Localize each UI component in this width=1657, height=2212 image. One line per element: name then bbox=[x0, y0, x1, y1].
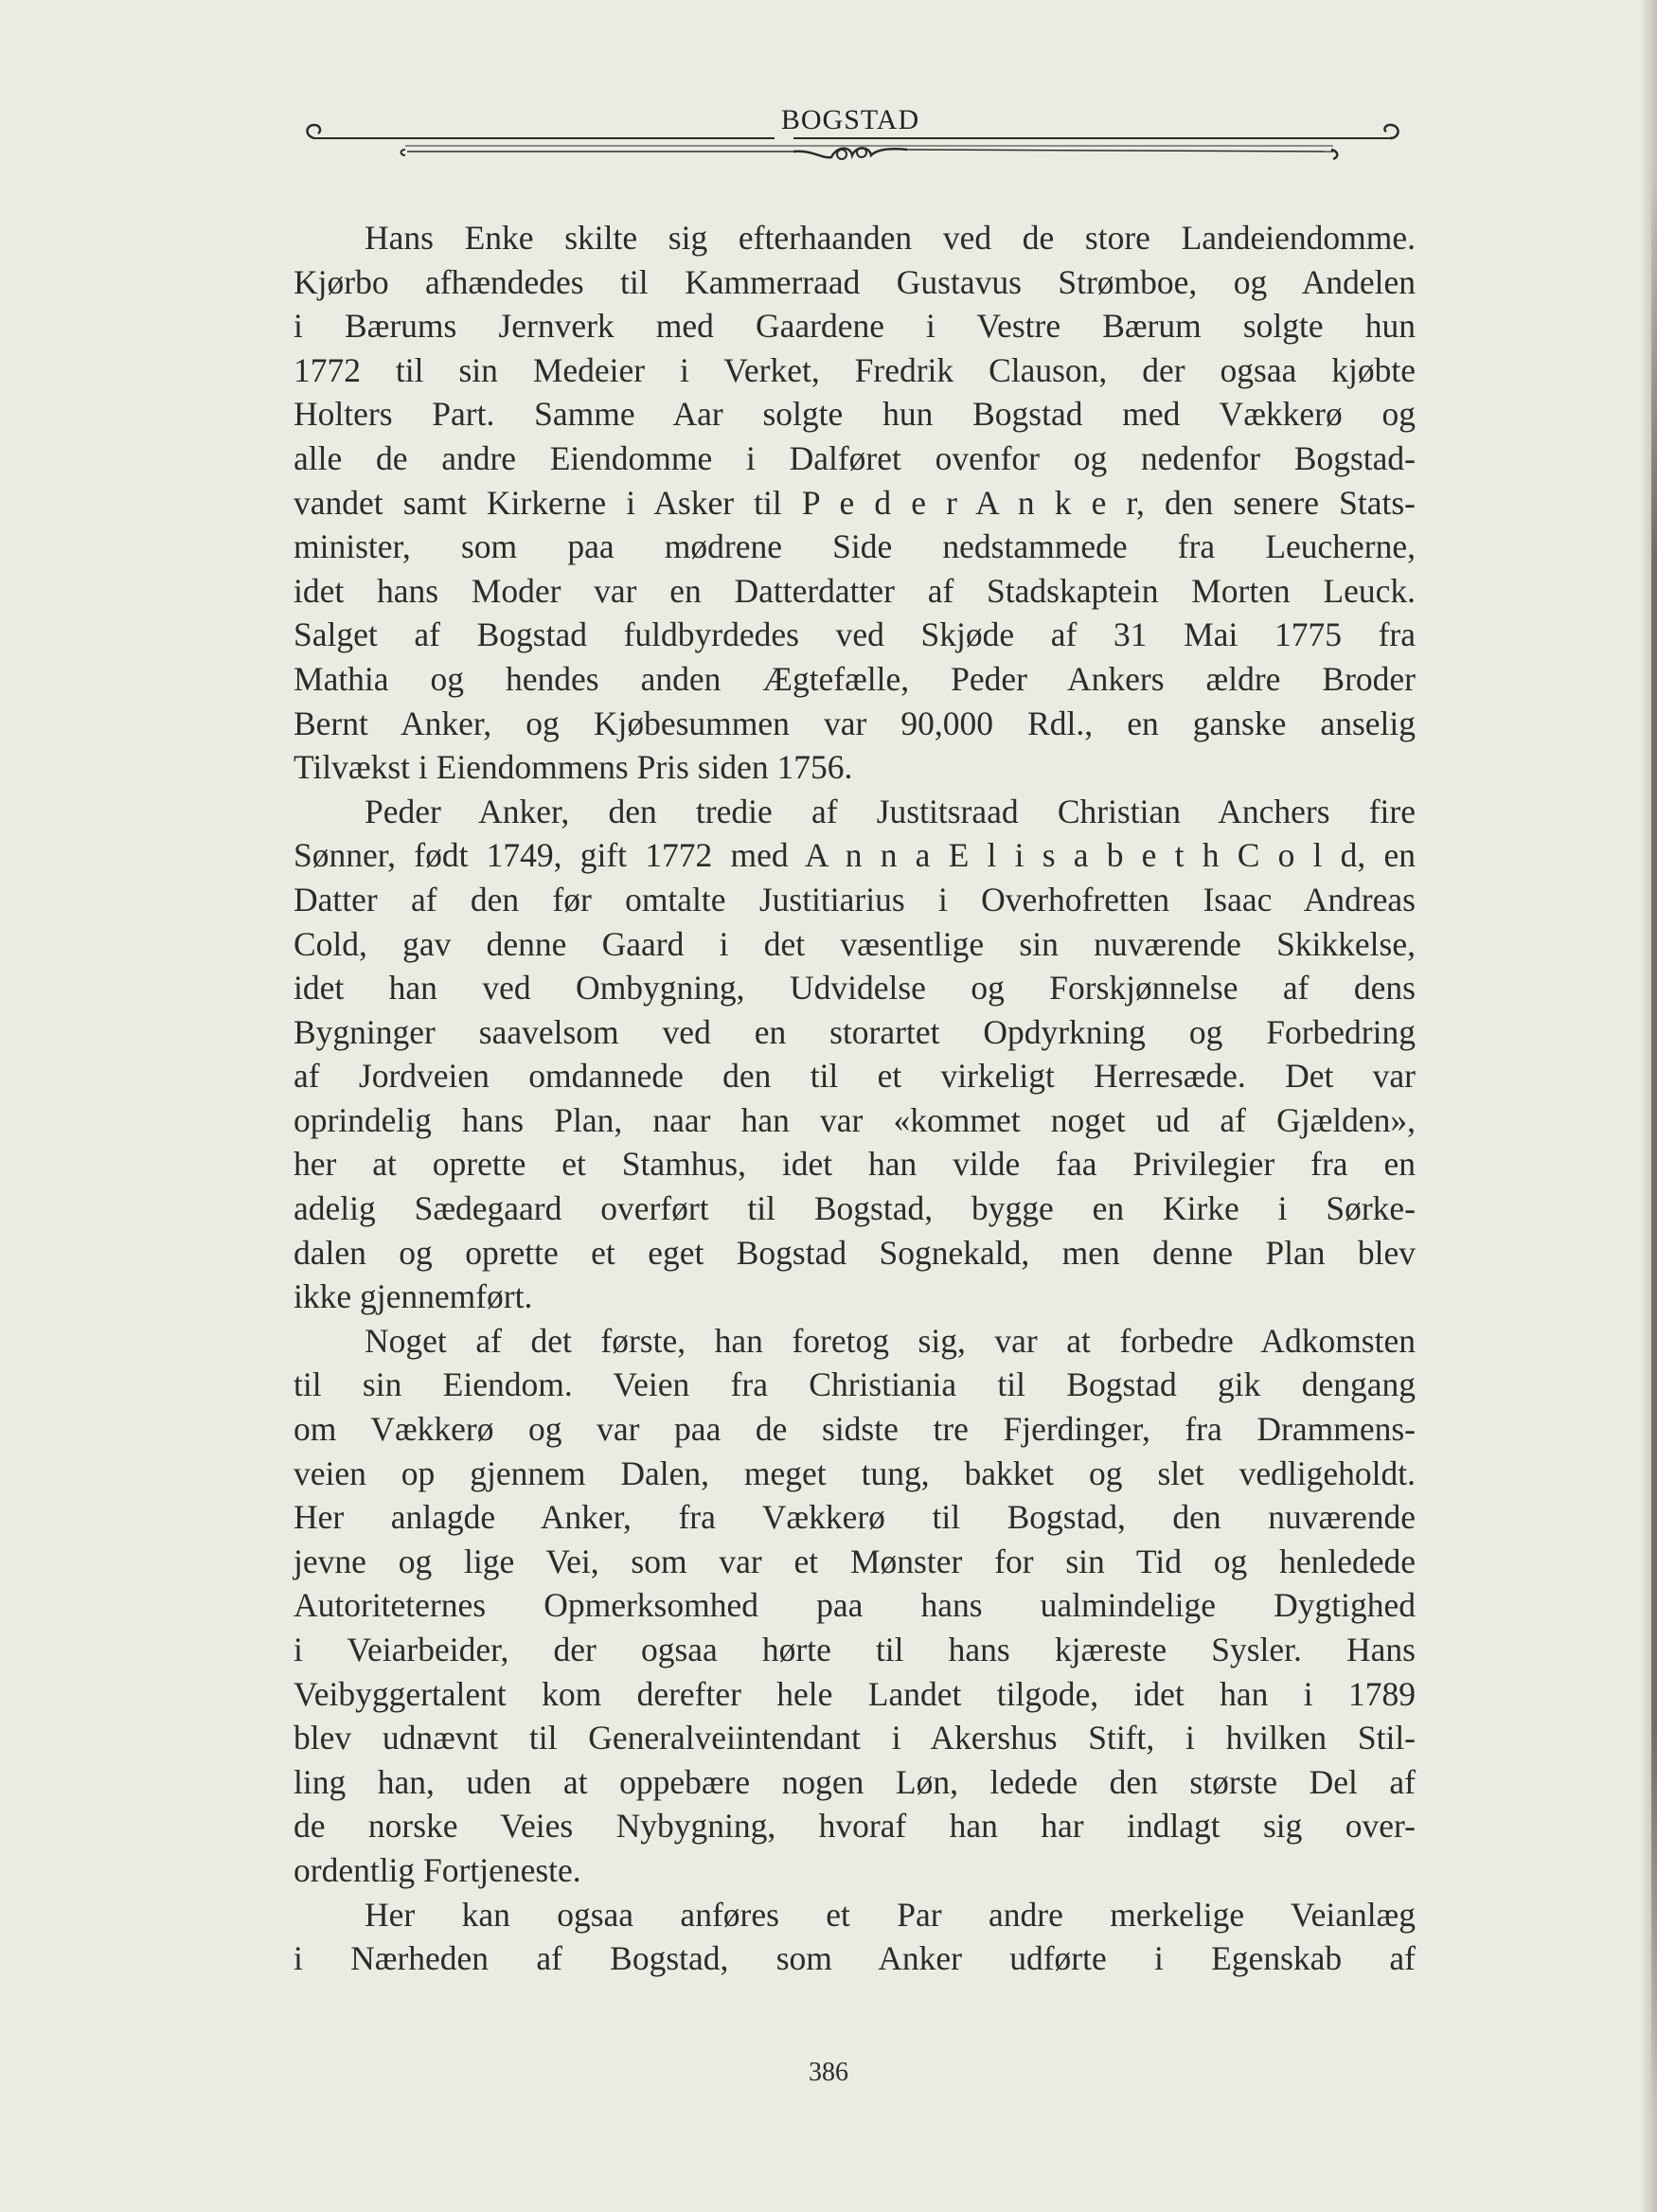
text-line: minister, som paa mødrene Side nedstammede fra Leucherne, bbox=[294, 527, 1416, 566]
text-line: blev udnævnt til Generalveiintendant i Akershus Stift, i hvilken Stil- bbox=[294, 1719, 1416, 1757]
text-line: dalen og oprette et eget Bogstad Sognekald, men denne Plan blev bbox=[294, 1233, 1416, 1272]
text-line: Peder Anker, den tredie af Justitsraad Christian Anchers fire bbox=[365, 792, 1416, 830]
running-title: BOGSTAD bbox=[780, 104, 920, 135]
text-line: Bygninger saavelsom ved en storartet Opdyrkning og Forbedring bbox=[294, 1012, 1416, 1051]
text-line: Veibyggertalent kom derefter hele Landet tilgode, idet han i 1789 bbox=[294, 1674, 1416, 1713]
text-line: oprindelig hans Plan, naar han var «kommet noget ud af Gjælden», bbox=[294, 1100, 1416, 1139]
text-line: Datter af den før omtalte Justitiarius i Overhofretten Isaac Andreas bbox=[294, 880, 1416, 919]
text-line: Her kan ogsaa anføres et Par andre merkelige Veianlæg bbox=[365, 1895, 1416, 1934]
text-line: Her anlagde Anker, fra Vækkerø til Bogstad, den nuværende bbox=[294, 1498, 1416, 1537]
text-line: idet hans Moder var en Datterdatter af Stadskaptein Morten Leuck. bbox=[294, 571, 1416, 610]
text-line: vandet samt Kirkerne i Asker til P e d e r A n k e r, den senere Stats- bbox=[294, 483, 1416, 522]
text-line: Tilvækst i Eiendommens Pris siden 1756. bbox=[294, 748, 853, 787]
text-line: veien op gjennem Dalen, meget tung, bakket og slet vedligeholdt. bbox=[294, 1454, 1416, 1492]
text-line: Holters Part. Samme Aar solgte hun Bogstad med Vækkerø og bbox=[294, 395, 1416, 434]
text-line: i Veiarbeider, der ogsaa hørte til hans kjæreste Sysler. Hans bbox=[294, 1631, 1416, 1668]
text-line: 1772 til sin Medeier i Verket, Fredrik Clauson, der ogsaa kjøbte bbox=[294, 350, 1416, 389]
text-line: Noget af det første, han foretog sig, var at forbedre Adkomsten bbox=[365, 1321, 1416, 1360]
body-text bbox=[294, 216, 1416, 1981]
page-number: 386 bbox=[809, 2058, 848, 2087]
page-edge-binding bbox=[1651, 170, 1657, 2112]
text-line: Mathia og hendes anden Ægtefælle, Peder Ankers ældre Broder bbox=[294, 659, 1416, 698]
text-line: alle de andre Eiendomme i Dalføret ovenfor og nedenfor Bogstad- bbox=[294, 438, 1416, 477]
text-line: af Jordveien omdannede den til et virkeligt Herresæde. Det var bbox=[294, 1057, 1416, 1096]
text-line: ordentlig Fortjeneste. bbox=[294, 1850, 581, 1889]
text-line: i Nærheden af Bogstad, som Anker udførte i Egenskab af bbox=[294, 1939, 1416, 1978]
text-line: Bernt Anker, og Kjøbesummen var 90,000 Rdl., en ganske anselig bbox=[294, 704, 1416, 742]
text-line: de norske Veies Nybygning, hvoraf han har indlagt sig over- bbox=[294, 1807, 1416, 1846]
text-line: ikke gjennemført. bbox=[294, 1277, 533, 1316]
text-line: Hans Enke skilte sig efterhaanden ved de store Landeiendomme. bbox=[365, 219, 1416, 257]
text-line: her at oprette et Stamhus, idet han vilde faa Privilegier fra en bbox=[294, 1145, 1416, 1184]
text-line: jevne og lige Vei, som var et Mønster for sin Tid og henledede bbox=[294, 1542, 1416, 1580]
running-header bbox=[301, 102, 1399, 169]
text-line: Autoriteternes Opmerksomhed paa hans ualmindelige Dygtighed bbox=[294, 1586, 1416, 1625]
text-line: Cold, gav denne Gaard i det væsentlige sin nuværende Skikkelse, bbox=[294, 924, 1416, 963]
text-line: idet han ved Ombygning, Udvidelse og Forskjønnelse af dens bbox=[294, 969, 1416, 1008]
text-line: i Bærums Jernverk med Gaardene i Vestre Bærum solgte hun bbox=[294, 307, 1416, 346]
text-line: Salget af Bogstad fuldbyrdedes ved Skjøde af 31 Mai 1775 fra bbox=[294, 615, 1416, 654]
text-line: Kjørbo afhændedes til Kammerraad Gustavus Strømboe, og Andelen bbox=[294, 262, 1416, 301]
text-line: til sin Eiendom. Veien fra Christiania til Bogstad gik dengang bbox=[294, 1365, 1416, 1404]
text-line: Sønner, født 1749, gift 1772 med A n n a E l i s a b e t h C o l d, en bbox=[294, 836, 1416, 875]
text-line: ling han, uden at oppebære nogen Løn, ledede den største Del af bbox=[294, 1762, 1416, 1801]
text-line: adelig Sædegaard overført til Bogstad, bygge en Kirke i Sørke- bbox=[294, 1189, 1416, 1228]
text-line: om Vækkerø og var paa de sidste tre Fjerdinger, fra Drammens- bbox=[294, 1410, 1416, 1449]
